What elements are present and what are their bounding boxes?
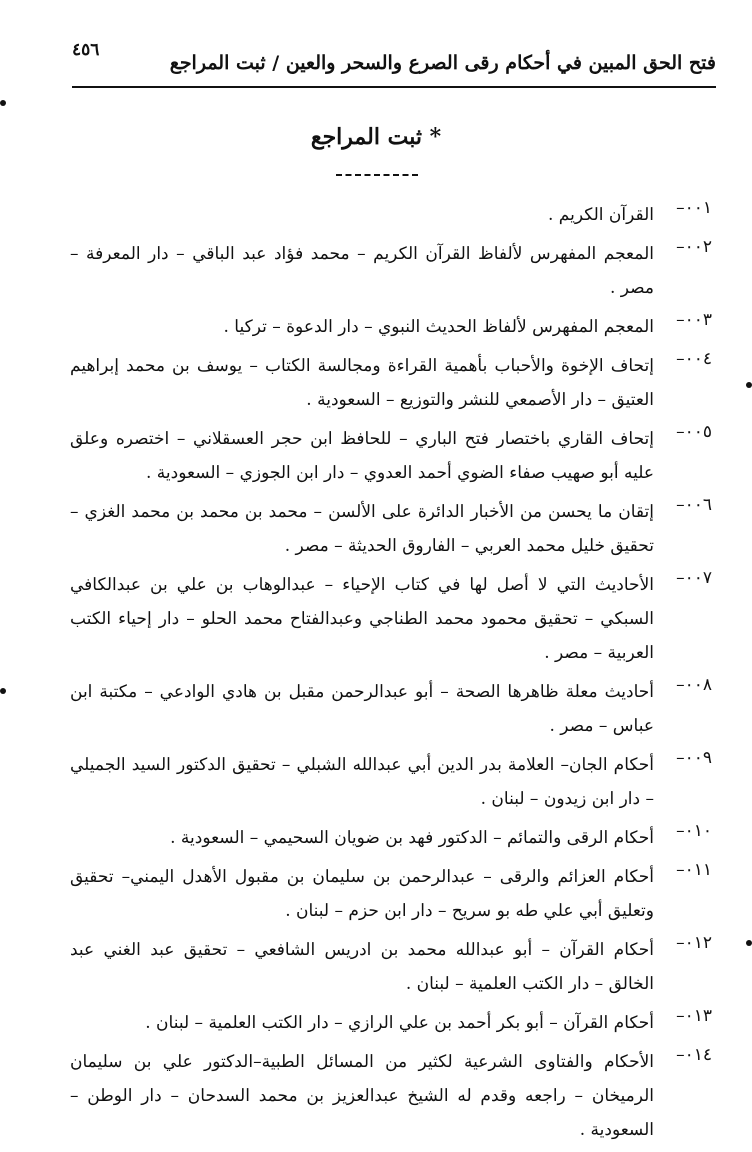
header-rule — [72, 86, 716, 88]
reference-number: ٠٠٤– — [676, 349, 712, 369]
reference-number: ٠١٢– — [676, 933, 712, 953]
reference-text: المعجم المفهرس لألفاظ الحديث النبوي – دار الدعوة – تركيا . — [223, 317, 654, 337]
reference-text: إتحاف الإخوة والأحباب بأهمية القراءة ومجالسة الكتاب – يوسف بن محمد إبراهيم العتيق – دار الأصمعي للنشر والتوزيع – السعودية . — [70, 356, 654, 410]
reference-item — [70, 237, 712, 305]
reference-number: ٠٠٢– — [676, 237, 712, 257]
reference-item — [70, 198, 712, 232]
reference-text: المعجم المفهرس لألفاظ القرآن الكريم – محمد فؤاد عبد الباقي – دار المعرفة – مصر . — [70, 244, 654, 298]
reference-item — [70, 495, 712, 563]
reference-number: ٠٠٦– — [676, 495, 712, 515]
reference-number: ٠١٤– — [676, 1045, 712, 1065]
section-title: * ثبت المراجع — [310, 124, 442, 150]
reference-item — [70, 568, 712, 670]
reference-number: ٠١٠– — [676, 821, 712, 841]
reference-item — [70, 1006, 712, 1040]
reference-text: أحكام القرآن – أبو بكر أحمد بن علي الرازي – دار الكتب العلمية – لبنان . — [145, 1013, 654, 1033]
reference-number: ٠٠٣– — [676, 310, 712, 330]
reference-item — [70, 349, 712, 417]
reference-text: أحاديث معلة ظاهرها الصحة – أبو عبدالرحمن مقبل بن هادي الوادعي – مكتبة ابن عباس – مصر . — [70, 682, 654, 736]
reference-number: ٠٠٨– — [676, 675, 712, 695]
page-number: ٤٥٦ — [72, 40, 100, 60]
reference-number: ٠٠٧– — [676, 568, 712, 588]
reference-text: الأحكام والفتاوى الشرعية لكثير من المسائل الطبية–الدكتور علي بن سليمان الرميخان – راجعه وقدم له الشيخ عبدالعزيز بن محمد السدحان – دار الوطن – السعودية . — [70, 1052, 654, 1140]
reference-number: ٠٠٥– — [676, 422, 712, 442]
reference-text: أحكام الجان– العلامة بدر الدين أبي عبدالله الشبلي – تحقيق الدكتور السيد الجميلي – دار ابن زيدون – لبنان . — [70, 755, 654, 809]
reference-text: أحكام العزائم والرقى – عبدالرحمن بن سليمان بن مقبول الأهدل اليمني– تحقيق وتعليق أبي علي طه بو سريح – دار ابن حزم – لبنان . — [70, 867, 654, 921]
reference-text: أحكام الرقى والتمائم – الدكتور فهد بن ضويان السحيمي – السعودية . — [170, 828, 654, 848]
reference-text: إتقان ما يحسن من الأخبار الدائرة على الألسن – محمد بن محمد بن محمد الغزي – تحقيق خليل محمد العربي – الفاروق الحديثة – مصر . — [70, 502, 654, 556]
binding-hole-mark — [0, 100, 6, 106]
reference-item — [70, 748, 712, 816]
reference-text: أحكام القرآن – أبو عبدالله محمد بن ادريس الشافعي – تحقيق عبد الغني عبد الخالق – دار الكتب العلمية – لبنان . — [70, 940, 654, 994]
binding-hole-mark — [0, 688, 6, 694]
reference-number: ٠١٣– — [676, 1006, 712, 1026]
binding-hole-mark — [746, 382, 752, 388]
reference-number: ٠١١– — [676, 860, 712, 880]
reference-number: ٠٠١– — [676, 198, 712, 218]
reference-text: الأحاديث التي لا أصل لها في كتاب الإحياء – عبدالوهاب بن علي بن عبدالكافي السبكي – تحقيق محمود محمد الطناجي وعبدالفتاح محمد الحلو – دار إحياء الكتب العربية – مصر . — [70, 575, 654, 663]
binding-hole-mark — [746, 940, 752, 946]
reference-list — [70, 198, 712, 1152]
reference-item — [70, 933, 712, 1001]
reference-text: القرآن الكريم . — [547, 205, 654, 225]
reference-item — [70, 310, 712, 344]
title-underline — [336, 174, 418, 176]
reference-item — [70, 860, 712, 928]
reference-item — [70, 821, 712, 855]
reference-item — [70, 422, 712, 490]
reference-item — [70, 675, 712, 743]
reference-number: ٠٠٩– — [676, 748, 712, 768]
reference-text: إتحاف القاري باختصار فتح الباري – للحافظ ابن حجر العسقلاني – اختصره وعلق عليه أبو صهيب صفاء الضوي أحمد العدوي – دار ابن الجوزي – السعودية . — [70, 429, 654, 483]
reference-item — [70, 1045, 712, 1147]
running-header-title: فتح الحق المبين في أحكام رقى الصرع والسحر والعين / ثبت المراجع — [169, 52, 716, 74]
